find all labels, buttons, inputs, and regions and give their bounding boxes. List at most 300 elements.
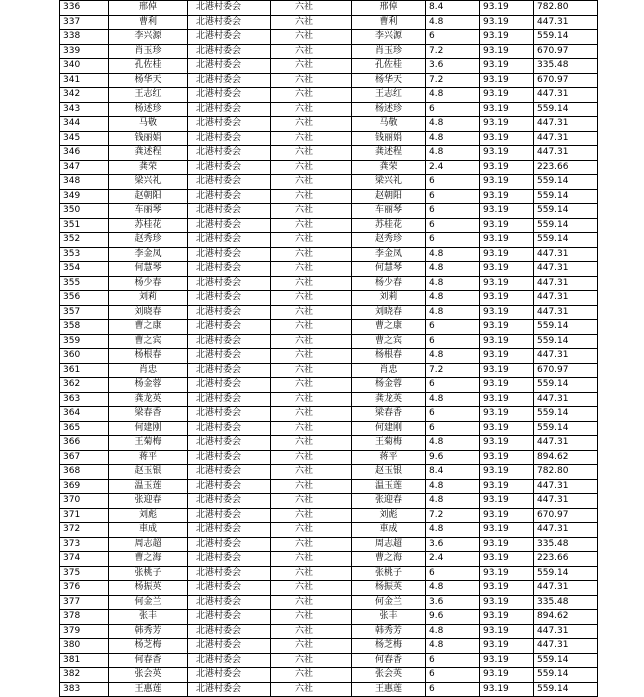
cell-name: 肖忠: [109, 363, 188, 378]
table-row: [60, 639, 598, 654]
cell-name: 孔佐桂: [109, 59, 188, 74]
cell-unit: 北港村委会: [188, 305, 271, 320]
cell-no: 371: [60, 508, 109, 523]
cell-area: 6: [426, 682, 480, 697]
cell-amount: 559.14: [534, 175, 598, 190]
cell-name2: 杨少春: [352, 276, 426, 291]
cell-no: 378: [60, 610, 109, 625]
cell-area: 4.8: [426, 146, 480, 161]
table-row: [60, 465, 598, 480]
cell-name: 赵秀珍: [109, 233, 188, 248]
table-row: [60, 421, 598, 436]
table-row: [60, 160, 598, 175]
cell-name2: 肖忠: [352, 363, 426, 378]
cell-price: 93.19: [480, 494, 534, 509]
table-row: [60, 624, 598, 639]
cell-area: 4.8: [426, 291, 480, 306]
cell-unit: 北港村委会: [188, 552, 271, 567]
cell-amount: 447.31: [534, 276, 598, 291]
cell-no: 351: [60, 218, 109, 233]
cell-name2: 車成: [352, 523, 426, 538]
cell-area: 6: [426, 320, 480, 335]
table-row: [60, 436, 598, 451]
cell-area: 6: [426, 653, 480, 668]
cell-group: 六社: [271, 639, 352, 654]
cell-no: 380: [60, 639, 109, 654]
cell-name: 王菊梅: [109, 436, 188, 451]
cell-unit: 北港村委会: [188, 218, 271, 233]
cell-area: 6: [426, 218, 480, 233]
cell-unit: 北港村委会: [188, 320, 271, 335]
cell-unit: 北港村委会: [188, 349, 271, 364]
table-row: [60, 407, 598, 422]
cell-unit: 北港村委会: [188, 363, 271, 378]
cell-amount: 447.31: [534, 305, 598, 320]
cell-amount: 447.31: [534, 624, 598, 639]
cell-amount: 782.80: [534, 465, 598, 480]
cell-group: 六社: [271, 44, 352, 59]
cell-name: 王惠莲: [109, 682, 188, 697]
cell-name: 王志红: [109, 88, 188, 103]
cell-group: 六社: [271, 552, 352, 567]
cell-area: 6: [426, 421, 480, 436]
cell-name: 苏桂花: [109, 218, 188, 233]
cell-amount: 335.48: [534, 59, 598, 74]
cell-area: 4.8: [426, 349, 480, 364]
cell-price: 93.19: [480, 465, 534, 480]
cell-no: 340: [60, 59, 109, 74]
table-row: [60, 334, 598, 349]
cell-price: 93.19: [480, 233, 534, 248]
table-row: [60, 175, 598, 190]
cell-amount: 670.97: [534, 363, 598, 378]
cell-unit: 北港村委会: [188, 117, 271, 132]
table-row: [60, 668, 598, 683]
cell-unit: 北港村委会: [188, 682, 271, 697]
cell-amount: 559.14: [534, 407, 598, 422]
cell-amount: 559.14: [534, 668, 598, 683]
table-row: [60, 146, 598, 161]
cell-area: 3.6: [426, 595, 480, 610]
cell-group: 六社: [271, 537, 352, 552]
table-row: [60, 247, 598, 262]
cell-amount: 559.14: [534, 378, 598, 393]
cell-amount: 559.14: [534, 653, 598, 668]
table-row: [60, 1, 598, 16]
cell-name2: 刘彪: [352, 508, 426, 523]
cell-no: 375: [60, 566, 109, 581]
cell-unit: 北港村委会: [188, 595, 271, 610]
cell-amount: 559.14: [534, 189, 598, 204]
cell-unit: 北港村委会: [188, 291, 271, 306]
cell-area: 4.8: [426, 624, 480, 639]
cell-group: 六社: [271, 247, 352, 262]
cell-name2: 肖玉珍: [352, 44, 426, 59]
cell-name: 杨少春: [109, 276, 188, 291]
table-row: [60, 102, 598, 117]
cell-name2: 杨金蓉: [352, 378, 426, 393]
cell-amount: 894.62: [534, 610, 598, 625]
cell-price: 93.19: [480, 44, 534, 59]
cell-name: 马敬: [109, 117, 188, 132]
cell-name: 李兴源: [109, 30, 188, 45]
cell-area: 6: [426, 668, 480, 683]
cell-name: 赵朝阳: [109, 189, 188, 204]
cell-name: 刘晓春: [109, 305, 188, 320]
cell-name2: 张会英: [352, 668, 426, 683]
cell-area: 4.8: [426, 15, 480, 30]
cell-area: 8.4: [426, 465, 480, 480]
cell-price: 93.19: [480, 73, 534, 88]
cell-no: 370: [60, 494, 109, 509]
cell-name2: 周志超: [352, 537, 426, 552]
cell-price: 93.19: [480, 88, 534, 103]
cell-area: 4.8: [426, 392, 480, 407]
cell-name: 杨根春: [109, 349, 188, 364]
table-row: [60, 494, 598, 509]
cell-unit: 北港村委会: [188, 668, 271, 683]
cell-name2: 何金兰: [352, 595, 426, 610]
cell-name: 杨述珍: [109, 102, 188, 117]
cell-price: 93.19: [480, 581, 534, 596]
cell-amount: 559.14: [534, 233, 598, 248]
cell-group: 六社: [271, 15, 352, 30]
cell-amount: 447.31: [534, 349, 598, 364]
cell-name2: 王志红: [352, 88, 426, 103]
cell-amount: 670.97: [534, 73, 598, 88]
table-row: [60, 363, 598, 378]
cell-unit: 北港村委会: [188, 653, 271, 668]
cell-price: 93.19: [480, 218, 534, 233]
cell-price: 93.19: [480, 653, 534, 668]
cell-area: 6: [426, 233, 480, 248]
cell-name2: 曹利: [352, 15, 426, 30]
cell-name: 杨华天: [109, 73, 188, 88]
cell-group: 六社: [271, 276, 352, 291]
cell-no: 359: [60, 334, 109, 349]
cell-name: 张桃子: [109, 566, 188, 581]
cell-unit: 北港村委会: [188, 88, 271, 103]
cell-price: 93.19: [480, 349, 534, 364]
cell-area: 9.6: [426, 610, 480, 625]
cell-name2: 杨述珍: [352, 102, 426, 117]
cell-area: 6: [426, 175, 480, 190]
cell-name2: 杨芝梅: [352, 639, 426, 654]
cell-no: 366: [60, 436, 109, 451]
cell-name: 龚龙英: [109, 392, 188, 407]
cell-amount: 335.48: [534, 537, 598, 552]
cell-price: 93.19: [480, 131, 534, 146]
cell-group: 六社: [271, 59, 352, 74]
table-row: [60, 378, 598, 393]
cell-unit: 北港村委会: [188, 131, 271, 146]
cell-unit: 北港村委会: [188, 30, 271, 45]
cell-unit: 北港村委会: [188, 537, 271, 552]
cell-group: 六社: [271, 146, 352, 161]
cell-name2: 何慧琴: [352, 262, 426, 277]
cell-area: 2.4: [426, 160, 480, 175]
cell-name2: 龚荣: [352, 160, 426, 175]
cell-group: 六社: [271, 1, 352, 16]
cell-group: 六社: [271, 407, 352, 422]
cell-no: 362: [60, 378, 109, 393]
cell-price: 93.19: [480, 566, 534, 581]
cell-no: 369: [60, 479, 109, 494]
cell-group: 六社: [271, 30, 352, 45]
cell-no: 379: [60, 624, 109, 639]
cell-unit: 北港村委会: [188, 566, 271, 581]
cell-name2: 苏桂花: [352, 218, 426, 233]
cell-unit: 北港村委会: [188, 146, 271, 161]
cell-name2: 龚龙英: [352, 392, 426, 407]
cell-name2: 曹之宾: [352, 334, 426, 349]
cell-price: 93.19: [480, 392, 534, 407]
table-row: [60, 320, 598, 335]
cell-unit: 北港村委会: [188, 276, 271, 291]
cell-area: 2.4: [426, 552, 480, 567]
cell-no: 352: [60, 233, 109, 248]
cell-no: 377: [60, 595, 109, 610]
cell-name: 李金凤: [109, 247, 188, 262]
cell-area: 4.8: [426, 305, 480, 320]
cell-amount: 447.31: [534, 88, 598, 103]
cell-no: 365: [60, 421, 109, 436]
cell-name2: 蒋平: [352, 450, 426, 465]
cell-price: 93.19: [480, 204, 534, 219]
cell-name2: 张丰: [352, 610, 426, 625]
cell-group: 六社: [271, 262, 352, 277]
cell-no: 339: [60, 44, 109, 59]
cell-name: 何慧琴: [109, 262, 188, 277]
cell-area: 4.8: [426, 494, 480, 509]
cell-group: 六社: [271, 581, 352, 596]
cell-group: 六社: [271, 131, 352, 146]
cell-unit: 北港村委会: [188, 523, 271, 538]
cell-no: 354: [60, 262, 109, 277]
cell-group: 六社: [271, 653, 352, 668]
cell-price: 93.19: [480, 247, 534, 262]
cell-no: 382: [60, 668, 109, 683]
cell-price: 93.19: [480, 523, 534, 538]
cell-no: 338: [60, 30, 109, 45]
cell-amount: 447.31: [534, 117, 598, 132]
cell-area: 7.2: [426, 363, 480, 378]
cell-unit: 北港村委会: [188, 334, 271, 349]
cell-unit: 北港村委会: [188, 494, 271, 509]
cell-group: 六社: [271, 494, 352, 509]
cell-no: 372: [60, 523, 109, 538]
cell-no: 373: [60, 537, 109, 552]
cell-name: 韩秀芳: [109, 624, 188, 639]
cell-amount: 559.14: [534, 102, 598, 117]
cell-area: 6: [426, 189, 480, 204]
cell-unit: 北港村委会: [188, 610, 271, 625]
cell-name: 龚荣: [109, 160, 188, 175]
cell-price: 93.19: [480, 682, 534, 697]
table-row: [60, 233, 598, 248]
cell-amount: 447.31: [534, 479, 598, 494]
cell-price: 93.19: [480, 552, 534, 567]
cell-name2: 韩秀芳: [352, 624, 426, 639]
cell-unit: 北港村委会: [188, 1, 271, 16]
cell-unit: 北港村委会: [188, 160, 271, 175]
table-row: [60, 552, 598, 567]
cell-no: 342: [60, 88, 109, 103]
cell-no: 358: [60, 320, 109, 335]
cell-unit: 北港村委会: [188, 73, 271, 88]
cell-group: 六社: [271, 595, 352, 610]
cell-name: 邢倬: [109, 1, 188, 16]
cell-name: 肖玉珍: [109, 44, 188, 59]
cell-group: 六社: [271, 320, 352, 335]
cell-unit: 北港村委会: [188, 639, 271, 654]
cell-name: 张会英: [109, 668, 188, 683]
cell-area: 6: [426, 566, 480, 581]
cell-price: 93.19: [480, 189, 534, 204]
table-row: [60, 204, 598, 219]
cell-unit: 北港村委会: [188, 624, 271, 639]
cell-no: 345: [60, 131, 109, 146]
cell-name2: 王惠莲: [352, 682, 426, 697]
cell-group: 六社: [271, 508, 352, 523]
cell-area: 4.8: [426, 436, 480, 451]
cell-no: 343: [60, 102, 109, 117]
cell-area: 7.2: [426, 73, 480, 88]
cell-name: 刘莉: [109, 291, 188, 306]
cell-area: 8.4: [426, 1, 480, 16]
cell-group: 六社: [271, 175, 352, 190]
cell-price: 93.19: [480, 262, 534, 277]
cell-price: 93.19: [480, 610, 534, 625]
cell-group: 六社: [271, 421, 352, 436]
cell-area: 6: [426, 407, 480, 422]
cell-unit: 北港村委会: [188, 450, 271, 465]
cell-name: 曹利: [109, 15, 188, 30]
cell-name2: 龚述程: [352, 146, 426, 161]
cell-price: 93.19: [480, 537, 534, 552]
cell-name2: 车丽琴: [352, 204, 426, 219]
cell-amount: 559.14: [534, 204, 598, 219]
cell-name2: 王菊梅: [352, 436, 426, 451]
cell-no: 356: [60, 291, 109, 306]
cell-amount: 670.97: [534, 508, 598, 523]
cell-name: 张迎春: [109, 494, 188, 509]
cell-name: 曹之海: [109, 552, 188, 567]
cell-area: 6: [426, 30, 480, 45]
cell-area: 6: [426, 334, 480, 349]
cell-name: 曹之康: [109, 320, 188, 335]
cell-amount: 447.31: [534, 291, 598, 306]
table-row: [60, 537, 598, 552]
cell-area: 4.8: [426, 479, 480, 494]
cell-name2: 邢倬: [352, 1, 426, 16]
cell-area: 7.2: [426, 44, 480, 59]
cell-name2: 温玉莲: [352, 479, 426, 494]
cell-name2: 曹之海: [352, 552, 426, 567]
cell-no: 376: [60, 581, 109, 596]
cell-price: 93.19: [480, 146, 534, 161]
cell-price: 93.19: [480, 160, 534, 175]
cell-unit: 北港村委会: [188, 262, 271, 277]
cell-no: 360: [60, 349, 109, 364]
table-row: [60, 30, 598, 45]
cell-name: 车丽琴: [109, 204, 188, 219]
cell-price: 93.19: [480, 363, 534, 378]
cell-price: 93.19: [480, 421, 534, 436]
cell-amount: 559.14: [534, 566, 598, 581]
cell-price: 93.19: [480, 30, 534, 45]
cell-price: 93.19: [480, 450, 534, 465]
cell-unit: 北港村委会: [188, 407, 271, 422]
cell-no: 349: [60, 189, 109, 204]
cell-amount: 447.31: [534, 392, 598, 407]
table-row: [60, 218, 598, 233]
cell-amount: 670.97: [534, 44, 598, 59]
cell-name2: 李金凤: [352, 247, 426, 262]
cell-price: 93.19: [480, 15, 534, 30]
cell-amount: 447.31: [534, 523, 598, 538]
cell-unit: 北港村委会: [188, 15, 271, 30]
cell-name2: 赵玉银: [352, 465, 426, 480]
cell-price: 93.19: [480, 407, 534, 422]
cell-amount: 223.66: [534, 552, 598, 567]
cell-name: 龚述程: [109, 146, 188, 161]
cell-no: 350: [60, 204, 109, 219]
cell-area: 3.6: [426, 537, 480, 552]
cell-area: 4.8: [426, 581, 480, 596]
cell-name: 車成: [109, 523, 188, 538]
cell-amount: 447.31: [534, 146, 598, 161]
cell-no: 364: [60, 407, 109, 422]
cell-name2: 赵朝阳: [352, 189, 426, 204]
cell-unit: 北港村委会: [188, 581, 271, 596]
cell-unit: 北港村委会: [188, 421, 271, 436]
cell-name2: 刘晓春: [352, 305, 426, 320]
cell-price: 93.19: [480, 175, 534, 190]
cell-unit: 北港村委会: [188, 508, 271, 523]
cell-name: 张丰: [109, 610, 188, 625]
cell-price: 93.19: [480, 624, 534, 639]
cell-group: 六社: [271, 363, 352, 378]
cell-unit: 北港村委会: [188, 436, 271, 451]
cell-group: 六社: [271, 479, 352, 494]
cell-name2: 何建刚: [352, 421, 426, 436]
cell-no: 348: [60, 175, 109, 190]
cell-name: 赵玉银: [109, 465, 188, 480]
cell-group: 六社: [271, 349, 352, 364]
table-row: [60, 508, 598, 523]
cell-no: 381: [60, 653, 109, 668]
cell-unit: 北港村委会: [188, 233, 271, 248]
cell-no: 367: [60, 450, 109, 465]
cell-name2: 钱丽娟: [352, 131, 426, 146]
cell-name: 梁春香: [109, 407, 188, 422]
cell-name: 杨振英: [109, 581, 188, 596]
table-row: [60, 15, 598, 30]
cell-name2: 刘莉: [352, 291, 426, 306]
cell-amount: 447.31: [534, 581, 598, 596]
table-row: [60, 276, 598, 291]
cell-unit: 北港村委会: [188, 175, 271, 190]
cell-no: 355: [60, 276, 109, 291]
cell-area: 9.6: [426, 450, 480, 465]
cell-price: 93.19: [480, 334, 534, 349]
cell-unit: 北港村委会: [188, 59, 271, 74]
cell-amount: 559.14: [534, 218, 598, 233]
cell-name: 杨芝梅: [109, 639, 188, 654]
cell-group: 六社: [271, 566, 352, 581]
cell-name2: 杨华天: [352, 73, 426, 88]
